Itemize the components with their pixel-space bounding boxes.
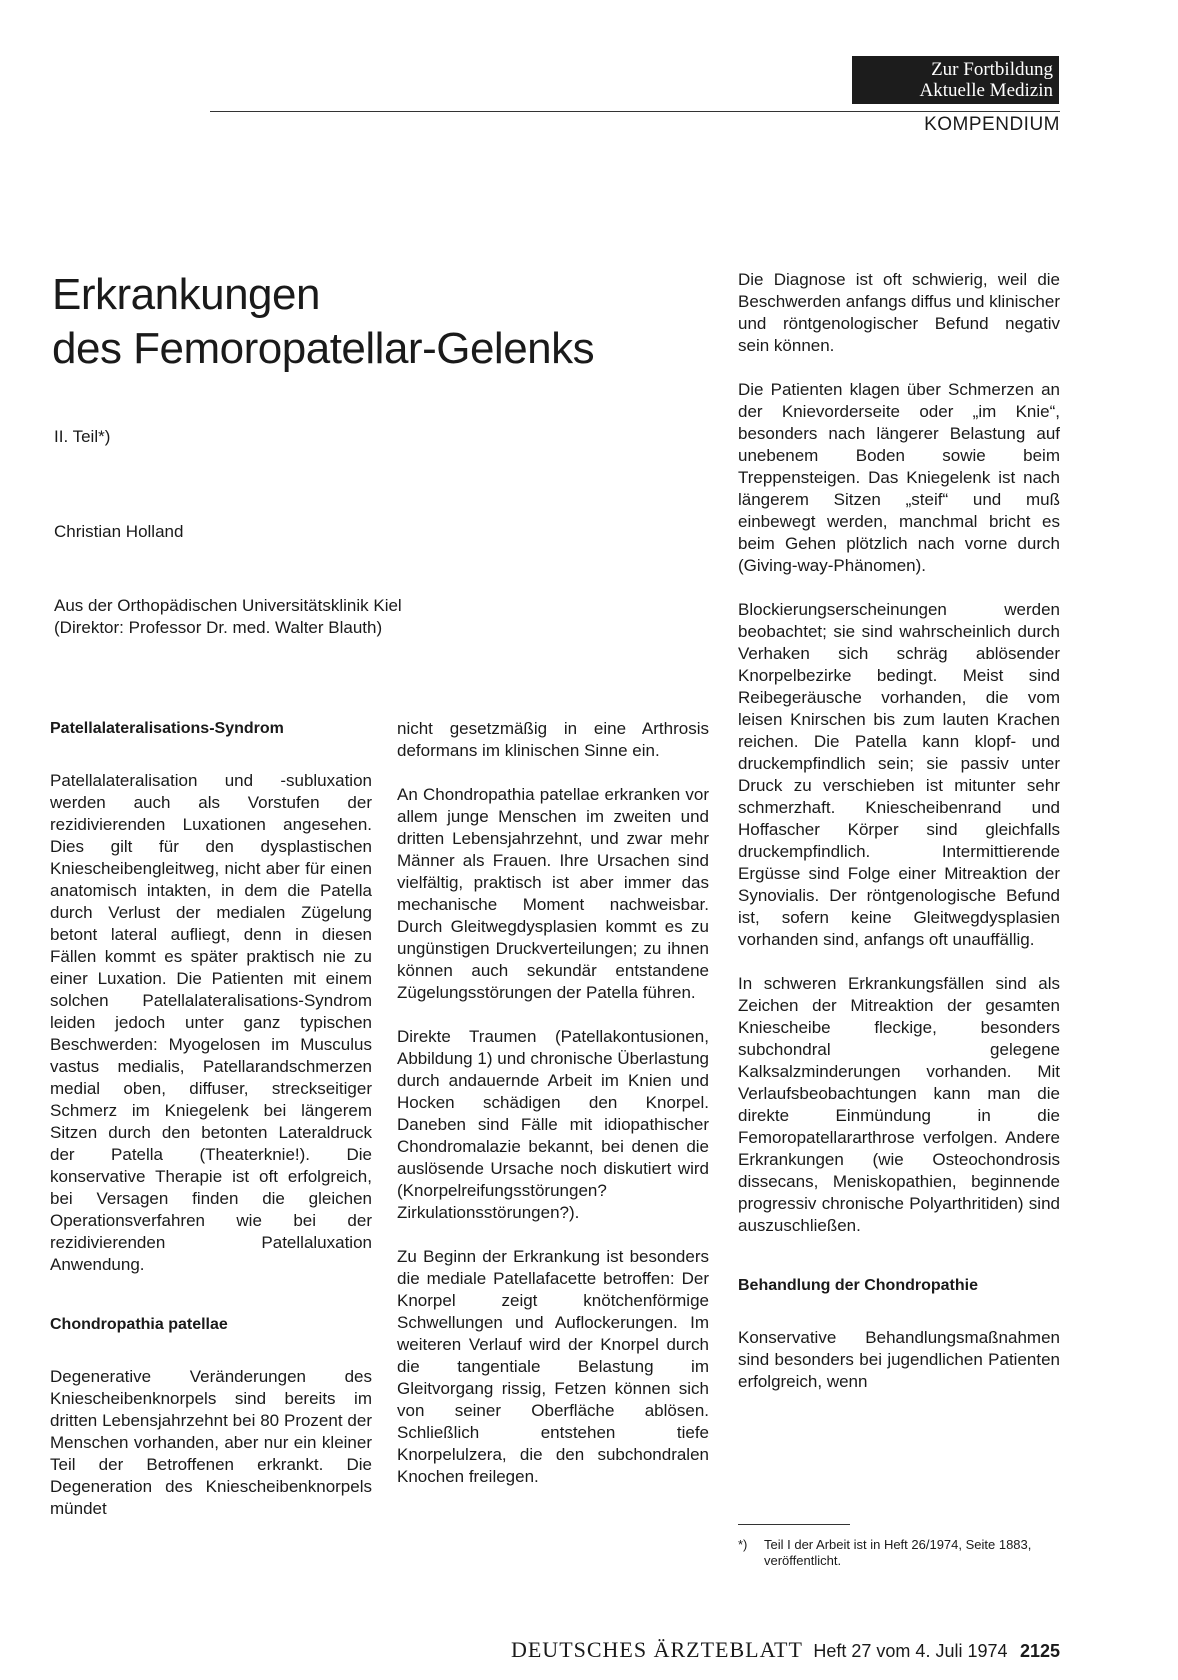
banner-line-2: Aktuelle Medizin — [919, 80, 1053, 101]
article-part: II. Teil*) — [54, 427, 111, 446]
article-author: Christian Holland — [54, 522, 184, 541]
section-banner — [852, 56, 1059, 104]
text-column-2 — [397, 718, 709, 1510]
title-line-2: des Femoropatellar-Gelenks — [52, 324, 595, 373]
section-heading: Chondropathia patellae — [50, 1316, 228, 1333]
paragraph: nicht gesetzmäßig in eine Arthrosis deformans im klinischen Sinne ein. — [397, 719, 709, 760]
paragraph: In schweren Erkrankungsfällen sind als Zeichen der Mitreaktion der gesamten Kniescheibe fleckige, besonders subchondral gelegene Kalksalzminderungen vorhanden. Mit Verlaufsbeobachtungen kann man die direkte Einmündung in die Femoropatellararthrose verfolgen. Andere Erkrankungen (wie Osteochondrosis dissecans, Meniskopathien, beginnende progressiv chronische Polyarthritiden) sind auszuschließen. — [738, 974, 1060, 1235]
footnote — [738, 1537, 1060, 1569]
paragraph: Patellalateralisation und -subluxation werden auch als Vorstufen der rezidivierenden Luxationen angesehen. Dies gilt für den dysplastischen Kniescheibengleitweg, nicht aber für einen anatomisch intakten, in dem die Patella durch Verlust der medialen Zügelung betont lateral aufliegt, denn in diesen Fällen kommt es später praktisch nie zu einer Luxation. Die Patienten mit einem solchen Patellalateralisations-Syndrom leiden jedoch unter ganz typischen Beschwerden: Myogelosen im Musculus vastus medialis, Patellarandschmerzen medial oben, diffuser, streckseitiger Schmerz im Kniegelenk bei längerem Sitzen durch den betonten Lateraldruck der Patella (Theaterknie!). Die konservative Therapie ist oft erfolgreich, bei Versagen finden die gleichen Operationsverfahren wie bei der rezidivierenden Patellaluxation Anwendung. — [50, 771, 372, 1274]
section-heading: Patellalateralisations-Syndrom — [50, 720, 284, 737]
paragraph: Konservative Behandlungsmaßnahmen sind besonders bei jugendlichen Patienten erfolgreich, wenn — [738, 1328, 1060, 1391]
author-affiliation — [54, 595, 402, 639]
banner-line-1: Zur Fortbildung — [931, 59, 1053, 80]
text-column-3 — [738, 269, 1060, 1415]
paragraph: Direkte Traumen (Patellakontusionen, Abbildung 1) und chronische Überlastung durch andauernde Arbeit im Knien und Hocken schädigen den Knorpel. Daneben sind Fälle mit idiopathischer Chondromalazie bekannt, bei denen die auslösende Ursache noch diskutiert wird (Knorpelreifungsstörungen? Zirkulationsstörungen?). — [397, 1027, 709, 1222]
header-rule — [210, 111, 1060, 112]
paragraph: Degenerative Veränderungen des Kniescheibenknorpels sind bereits im dritten Lebensjahrzehnt bei 80 Prozent der Menschen vorhanden, aber nur ein kleiner Teil der Betroffenen erkrankt. Die Degeneration des Kniescheibenknorpels mündet — [50, 1367, 372, 1518]
paragraph: Blockierungserscheinungen werden beobachtet; sie sind wahrscheinlich durch Verhaken sich schräg ablösender Knorpelbezirke bedingt. Meist sind Reibegeräusche vorhanden, die vom leisen Knirschen bis zum lauten Krachen reichen. Die Patella kann klopf- und druckempfindlich sein; sie passiv unter Druck zu verschieben ist mitunter sehr schmerzhaft. Kniescheibenrand und Hoffascher Körper sind gleichfalls druckempfindlich. Intermittierende Ergüsse sind Folge einer Mitreaktion der Synovialis. Der röntgenologische Befund ist, sofern keine Gleitwegdysplasien vorhanden sind, anfangs oft unauffällig. — [738, 600, 1060, 949]
section-heading: Behandlung der Chondropathie — [738, 1277, 978, 1294]
paragraph: An Chondropathia patellae erkranken vor allem junge Menschen im zweiten und dritten Lebensjahrzehnt, und zwar mehr Männer als Frauen. Ihre Ursachen sind vielfältig, praktisch ist aber immer das mechanische Moment nachweisbar. Durch Gleitwegdysplasien kommt es zu ungünstigen Druckverteilungen; zu ihnen können auch sekundär entstandene Zügelungsstörungen der Patella führen. — [397, 785, 709, 1002]
affiliation-line-2: (Direktor: Professor Dr. med. Walter Blauth) — [54, 618, 383, 637]
article-title — [52, 268, 692, 376]
page-footer — [450, 1637, 1060, 1663]
title-line-1: Erkrankungen — [52, 270, 320, 319]
footnote-text: Teil I der Arbeit ist in Heft 26/1974, Seite 1883, veröffentlicht. — [764, 1537, 1032, 1568]
paragraph: Die Patienten klagen über Schmerzen an der Knievorderseite oder „im Knie“, besonders nach längerer Belastung auf unebenem Boden sowie beim Treppensteigen. Das Kniegelenk ist nach längerem Sitzen „steif“ und muß einbewegt werden, manchmal bricht es beim Gehen plötzlich nach vorne durch (Giving-way-Phänomen). — [738, 380, 1060, 575]
affiliation-line-1: Aus der Orthopädischen Universitätsklinik Kiel — [54, 596, 402, 615]
page-number: 2125 — [1019, 1641, 1060, 1661]
text-column-1 — [50, 718, 372, 1542]
journal-name: DEUTSCHES ÄRZTEBLATT — [510, 1637, 803, 1662]
section-label: KOMPENDIUM — [924, 114, 1060, 135]
paragraph: Die Diagnose ist oft schwierig, weil die Beschwerden anfangs diffus und klinischer und röntgenologischer Befund negativ sein können. — [738, 270, 1060, 355]
footnote-rule — [738, 1524, 850, 1525]
paragraph: Zu Beginn der Erkrankung ist besonders die mediale Patellafacette betroffen: Der Knorpel zeigt knötchenförmige Schwellungen und Auflockerungen. Im weiteren Verlauf wird der Knorpel durch die tangentiale Belastung im Gleitvorgang rissig, Fetzen können sich von seiner Oberfläche ablösen. Schließlich entstehen tiefe Knorpelulzera, die den subchondralen Knochen freilegen. — [397, 1247, 709, 1486]
footnote-mark: *) — [738, 1537, 748, 1552]
issue-info: Heft 27 vom 4. Juli 1974 — [813, 1641, 1008, 1661]
